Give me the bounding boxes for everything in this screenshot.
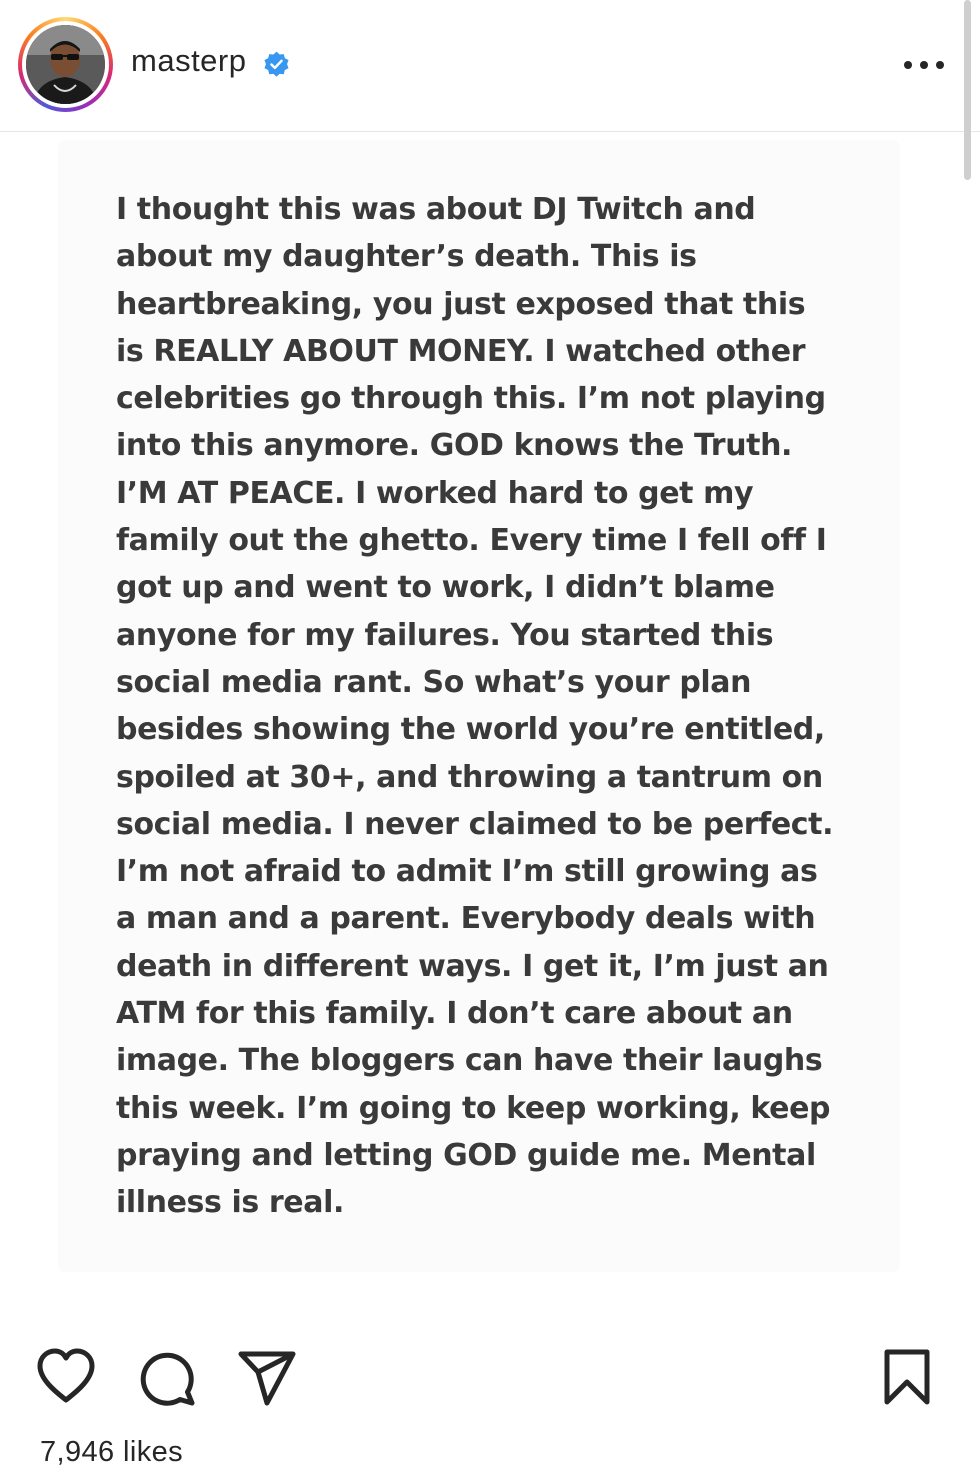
post-text-line: I’M AT PEACE. I worked hard to get my bbox=[116, 475, 754, 511]
post-text-line: celebrities go through this. I’m not playing bbox=[116, 381, 826, 417]
bookmark-icon[interactable] bbox=[881, 1348, 933, 1406]
avatar[interactable] bbox=[26, 25, 105, 104]
post-text-line: I’m not afraid to admit I’m still growing as bbox=[116, 854, 818, 890]
post-text-line: besides showing the world you’re entitled, bbox=[116, 712, 825, 748]
post-text-line: about my daughter’s death. This is bbox=[116, 239, 697, 275]
post-text-line: ATM for this family. I don’t care about an bbox=[116, 996, 793, 1032]
story-ring[interactable] bbox=[18, 17, 113, 112]
post-header bbox=[0, 0, 980, 132]
username[interactable]: masterp bbox=[131, 43, 247, 78]
share-icon[interactable] bbox=[237, 1349, 297, 1407]
post-image-text bbox=[116, 186, 876, 1227]
post-text-line: social media rant. So what’s your plan bbox=[116, 664, 752, 700]
post-text-line: image. The bloggers can have their laughs bbox=[116, 1043, 823, 1079]
post-text-line: I thought this was about DJ Twitch and bbox=[116, 192, 756, 227]
post-text-line: family out the ghetto. Every time I fell off I bbox=[116, 523, 827, 559]
post-text-line: death in different ways. I get it, I’m just an bbox=[116, 948, 829, 984]
post-text-line: social media. I never claimed to be perfect. bbox=[116, 806, 834, 842]
post-text-line: got up and went to work, I didn’t blame bbox=[116, 570, 775, 606]
post-text-line: anyone for my failures. You started this bbox=[116, 617, 774, 653]
post-text-line: is REALLY ABOUT MONEY. I watched other bbox=[116, 333, 806, 369]
more-options-icon[interactable] bbox=[900, 55, 948, 75]
avatar-image bbox=[26, 25, 105, 104]
likes-count[interactable]: 7,946 likes bbox=[40, 1436, 184, 1468]
comment-icon[interactable] bbox=[138, 1349, 196, 1407]
post-text-line: this week. I’m going to keep working, keep bbox=[116, 1090, 831, 1126]
heart-icon[interactable] bbox=[36, 1347, 96, 1405]
scrollbar[interactable] bbox=[964, 0, 971, 180]
post-text-line: spoiled at 30+, and throwing a tantrum on bbox=[116, 759, 823, 795]
post-text-line: heartbreaking, you just exposed that this bbox=[116, 286, 806, 322]
post-text-line: illness is real. bbox=[116, 1185, 344, 1221]
post-text-line: into this anymore. GOD knows the Truth. bbox=[116, 428, 793, 464]
post-text-line: praying and letting GOD guide me. Mental bbox=[116, 1137, 816, 1173]
post-text-line: a man and a parent. Everybody deals with bbox=[116, 901, 816, 937]
verified-badge-icon bbox=[263, 51, 290, 78]
